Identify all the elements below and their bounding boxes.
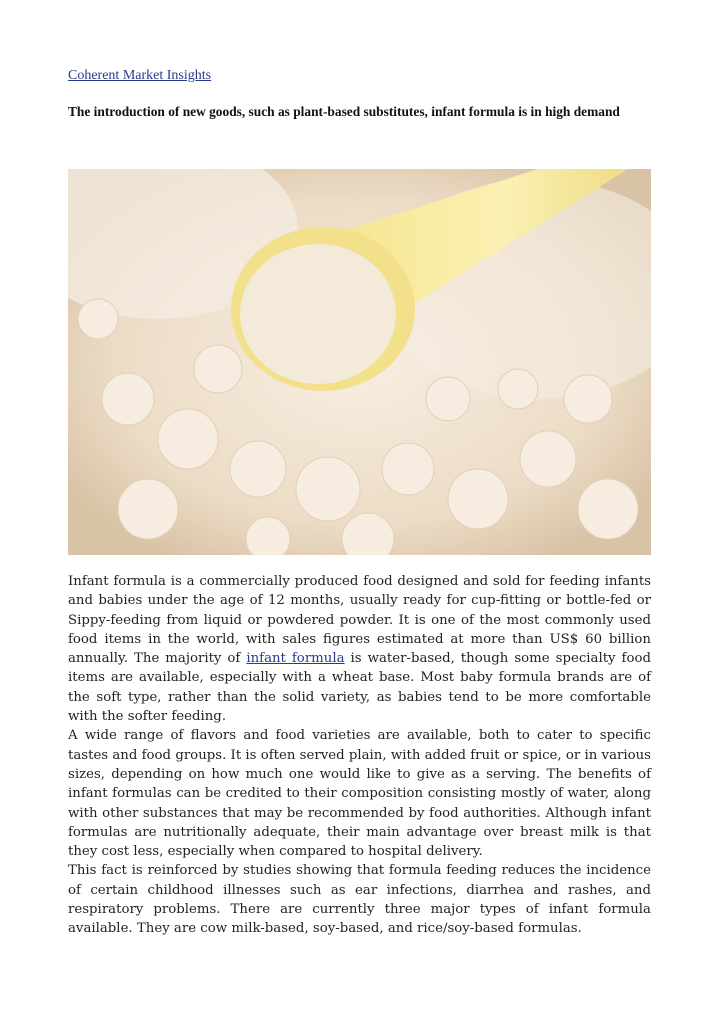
site-link[interactable]: Coherent Market Insights [68, 68, 212, 83]
paragraph-1 [68, 572, 651, 726]
article-body [68, 572, 651, 939]
paragraph-2: A wide range of flavors and food varieties are available, both to cater to specific tastes and food groups. It is often served plain, with added fruit or spice, or in various sizes, depending on how much one would like to give as a serving. The benefits of infant formulas can be credited to their composition consisting mostly of water, along with other substances that may be recommended by food authorities. Although infant formulas are nutritionally adequate, their main advantage over breast milk is that they cost less, especially when compared to hospital delivery. [68, 728, 651, 860]
paragraph-1-text-start: Infant formula is a commercially produced food designed and sold for feeding infants and babies under the age of 12 months, usually ready for cup-fitting or bottle-fed or Sippy-feeding from liquid or powdered powder. It is one of the most commonly used food items in the world, with sales figures estimated at more than US$ 60 billion annually. The majority of [68, 574, 651, 667]
article-photo [68, 169, 651, 555]
paragraph-3: This fact is reinforced by studies showing that formula feeding reduces the incidence of certain childhood illnesses such as ear infections, diarrhea and rashes, and respiratory problems. There are currently three major types of infant formula available. They are cow milk-based, soy-based, and rice/soy-based formulas. [68, 863, 651, 937]
paragraph-1-text-end: is water-based, though some specialty food items are available, especially with a wheat base. Most baby formula brands are of the soft type, rather than the solid variety, as babies tend to be more comfortable with the softer feeding. [68, 651, 652, 725]
article-title: The introduction of new goods, such as plant-based substitutes, infant formula is in high demand [68, 104, 620, 119]
infant-formula-link[interactable]: infant formula [246, 651, 345, 667]
formula-powder-image [68, 169, 651, 555]
